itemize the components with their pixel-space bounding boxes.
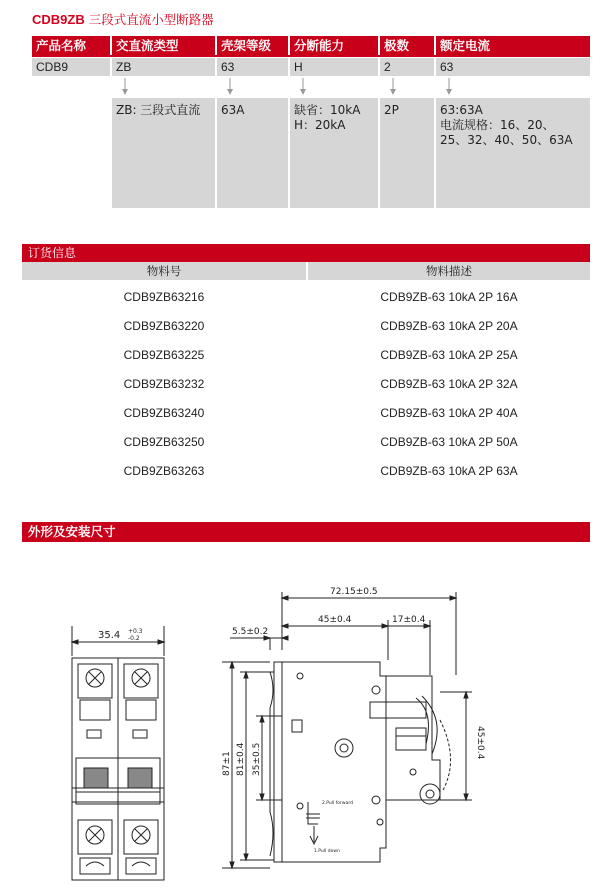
value-rated-current: 63 bbox=[436, 58, 590, 76]
table-cell-desc: CDB9ZB-63 10kA 2P 16A bbox=[380, 290, 518, 304]
header-breaking-capacity: 分断能力 bbox=[290, 36, 378, 56]
label-pull-down: 1.Pull down bbox=[314, 849, 340, 854]
table-cell-code: CDB9ZB63263 bbox=[123, 464, 205, 478]
value-frame-rating: 63 bbox=[217, 58, 288, 76]
table-cell-desc: CDB9ZB-63 10kA 2P 63A bbox=[380, 464, 518, 478]
table-cell-desc: CDB9ZB-63 10kA 2P 40A bbox=[380, 406, 518, 420]
table-cell-code: CDB9ZB63232 bbox=[123, 377, 205, 391]
product-code: CDB9ZB bbox=[32, 12, 85, 27]
header-poles: 极数 bbox=[380, 36, 434, 56]
dim-width-front: 35.4 bbox=[98, 630, 121, 641]
header-product-name: 产品名称 bbox=[32, 36, 110, 56]
dim-depth-17: 17±0.4 bbox=[392, 615, 426, 625]
arrow-down-icon bbox=[298, 78, 308, 96]
ordering-section-title: 订货信息 bbox=[22, 244, 590, 262]
dim-width-front-tol-up: +0.3 bbox=[128, 628, 143, 635]
dim-offset: 5.5±0.2 bbox=[232, 627, 269, 637]
table-cell-code: CDB9ZB63250 bbox=[123, 435, 205, 449]
dim-height-35: 35±0.5 bbox=[252, 742, 262, 776]
dim-total-depth: 72.15±0.5 bbox=[330, 587, 378, 597]
header-underline bbox=[32, 55, 590, 57]
table-cell-code: CDB9ZB63220 bbox=[123, 319, 205, 333]
front-view-drawing bbox=[60, 620, 180, 882]
value-ac-dc-type: ZB bbox=[112, 58, 215, 76]
table-cell-desc: CDB9ZB-63 10kA 2P 32A bbox=[380, 377, 518, 391]
arrow-down-icon bbox=[225, 78, 235, 96]
arrow-down-icon bbox=[120, 78, 130, 96]
desc-frame-rating: 63A bbox=[217, 98, 288, 208]
table-cell-code: CDB9ZB63240 bbox=[123, 406, 205, 420]
desc-rated-current: 63:63A 电流规格：16、20、 25、32、40、50、63A bbox=[436, 98, 590, 208]
table-cell-desc: CDB9ZB-63 10kA 2P 50A bbox=[380, 435, 518, 449]
dim-depth-45: 45±0.4 bbox=[318, 615, 352, 625]
header-frame-rating: 壳架等级 bbox=[217, 36, 288, 56]
value-breaking-capacity: H bbox=[290, 58, 378, 76]
table-cell-code: CDB9ZB63225 bbox=[123, 348, 205, 362]
dim-height-87: 87±1 bbox=[222, 751, 232, 776]
column-header-description: 物料描述 bbox=[308, 262, 590, 280]
table-cell-code: CDB9ZB63216 bbox=[123, 290, 205, 304]
desc-breaking-capacity: 缺省：10kA H：20kA bbox=[290, 98, 378, 208]
label-pull-forward: 2.Pull forward bbox=[322, 801, 353, 806]
dim-height-45-right: 45±0.4 bbox=[475, 726, 485, 760]
dim-width-front-tol-dn: -0.2 bbox=[128, 635, 140, 642]
header-rated-current: 额定电流 bbox=[436, 36, 590, 56]
column-header-code: 物料号 bbox=[22, 262, 306, 280]
side-view-drawing bbox=[210, 580, 510, 882]
page-title bbox=[32, 10, 214, 28]
dimensions-section-title: 外形及安装尺寸 bbox=[22, 522, 590, 542]
arrow-down-icon bbox=[444, 78, 454, 96]
table-cell-desc: CDB9ZB-63 10kA 2P 20A bbox=[380, 319, 518, 333]
header-ac-dc-type: 交直流类型 bbox=[112, 36, 215, 56]
value-product-name: CDB9 bbox=[32, 58, 110, 76]
desc-ac-dc-type: ZB: 三段式直流 bbox=[112, 98, 215, 208]
dim-height-81: 81±0.4 bbox=[236, 742, 246, 776]
arrow-down-icon bbox=[388, 78, 398, 96]
value-poles: 2 bbox=[380, 58, 434, 76]
desc-poles: 2P bbox=[380, 98, 434, 208]
product-name: 三段式直流小型断路器 bbox=[88, 12, 214, 27]
table-cell-desc: CDB9ZB-63 10kA 2P 25A bbox=[380, 348, 518, 362]
